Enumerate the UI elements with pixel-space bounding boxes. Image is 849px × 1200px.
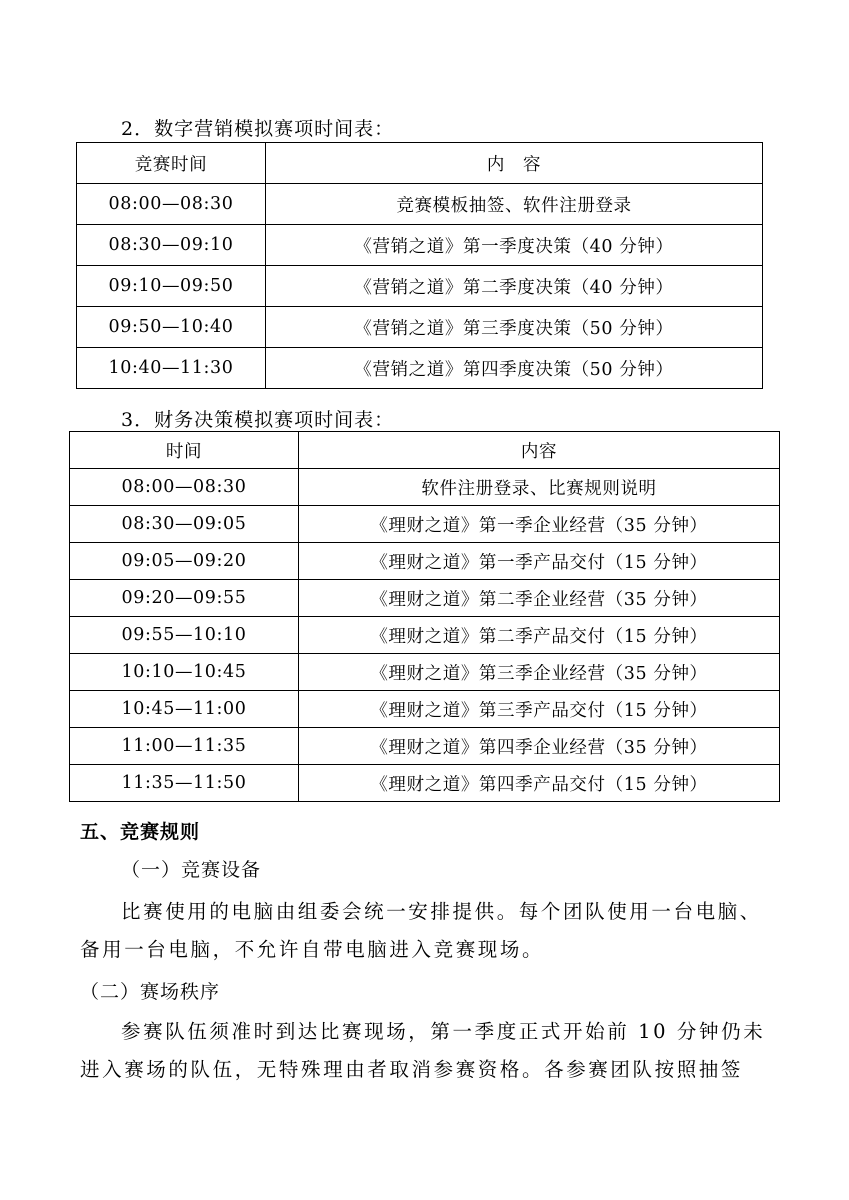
table-row: [70, 765, 780, 802]
table-header-row: [77, 143, 763, 184]
table1-caption: 2．数字营销模拟赛项时间表：: [121, 118, 395, 140]
table-row: [77, 266, 763, 307]
table-row: [70, 617, 780, 654]
table-row: [77, 348, 763, 389]
time-cell: 08:00—08:30: [77, 184, 266, 225]
content-cell: 《理财之道》第三季企业经营（35 分钟）: [299, 654, 780, 691]
table-row: [77, 225, 763, 266]
content-cell: 《营销之道》第四季度决策（50 分钟）: [266, 348, 763, 389]
table-row: [70, 469, 780, 506]
time-cell: 11:00—11:35: [70, 728, 299, 765]
time-cell: 09:05—09:20: [70, 543, 299, 580]
subsection-heading-equipment: （一）竞赛设备: [121, 859, 262, 881]
header-time: 时间: [70, 432, 299, 469]
table-row: [70, 654, 780, 691]
table-row: [77, 307, 763, 348]
content-cell: 《理财之道》第一季企业经营（35 分钟）: [299, 506, 780, 543]
content-cell: 《理财之道》第二季产品交付（15 分钟）: [299, 617, 780, 654]
table-row: [70, 728, 780, 765]
time-cell: 09:10—09:50: [77, 266, 266, 307]
time-cell: 09:50—10:40: [77, 307, 266, 348]
content-cell: 软件注册登录、比赛规则说明: [299, 469, 780, 506]
schedule-table-finance: [69, 431, 780, 802]
time-cell: 08:30—09:05: [70, 506, 299, 543]
content-cell: 竞赛模板抽签、软件注册登录: [266, 184, 763, 225]
table-row: [70, 691, 780, 728]
paragraph-line: 备用一台电脑，不允许自带电脑进入竞赛现场。: [80, 938, 545, 961]
table-row: [70, 543, 780, 580]
time-cell: 09:55—10:10: [70, 617, 299, 654]
content-cell: 《营销之道》第三季度决策（50 分钟）: [266, 307, 763, 348]
subsection-heading-order: （二）赛场秩序: [80, 981, 221, 1003]
time-cell: 10:40—11:30: [77, 348, 266, 389]
schedule-table-marketing: [76, 142, 763, 389]
table-row: [70, 506, 780, 543]
time-cell: 10:45—11:00: [70, 691, 299, 728]
time-cell: 11:35—11:50: [70, 765, 299, 802]
table-row: [70, 580, 780, 617]
table-header-row: [70, 432, 780, 469]
time-cell: 08:30—09:10: [77, 225, 266, 266]
time-cell: 10:10—10:45: [70, 654, 299, 691]
content-cell: 《营销之道》第一季度决策（40 分钟）: [266, 225, 763, 266]
time-cell: 08:00—08:30: [70, 469, 299, 506]
time-cell: 09:20—09:55: [70, 580, 299, 617]
content-cell: 《理财之道》第三季产品交付（15 分钟）: [299, 691, 780, 728]
header-content: 内容: [299, 432, 780, 469]
content-cell: 《理财之道》第四季企业经营（35 分钟）: [299, 728, 780, 765]
header-time: 竞赛时间: [77, 143, 266, 184]
table-row: [77, 184, 763, 225]
content-cell: 《理财之道》第二季企业经营（35 分钟）: [299, 580, 780, 617]
content-cell: 《营销之道》第二季度决策（40 分钟）: [266, 266, 763, 307]
paragraph-line: 比赛使用的电脑由组委会统一安排提供。每个团队使用一台电脑、: [121, 900, 762, 923]
table2-caption: 3．财务决策模拟赛项时间表：: [121, 409, 395, 431]
section-heading: 五、竞赛规则: [80, 821, 201, 843]
paragraph-line: 参赛队伍须准时到达比赛现场，第一季度正式开始前 10 分钟仍未: [121, 1020, 766, 1043]
content-cell: 《理财之道》第四季产品交付（15 分钟）: [299, 765, 780, 802]
paragraph-line: 进入赛场的队伍，无特殊理由者取消参赛资格。各参赛团队按照抽签: [80, 1058, 744, 1081]
header-content: 内 容: [266, 143, 763, 184]
content-cell: 《理财之道》第一季产品交付（15 分钟）: [299, 543, 780, 580]
